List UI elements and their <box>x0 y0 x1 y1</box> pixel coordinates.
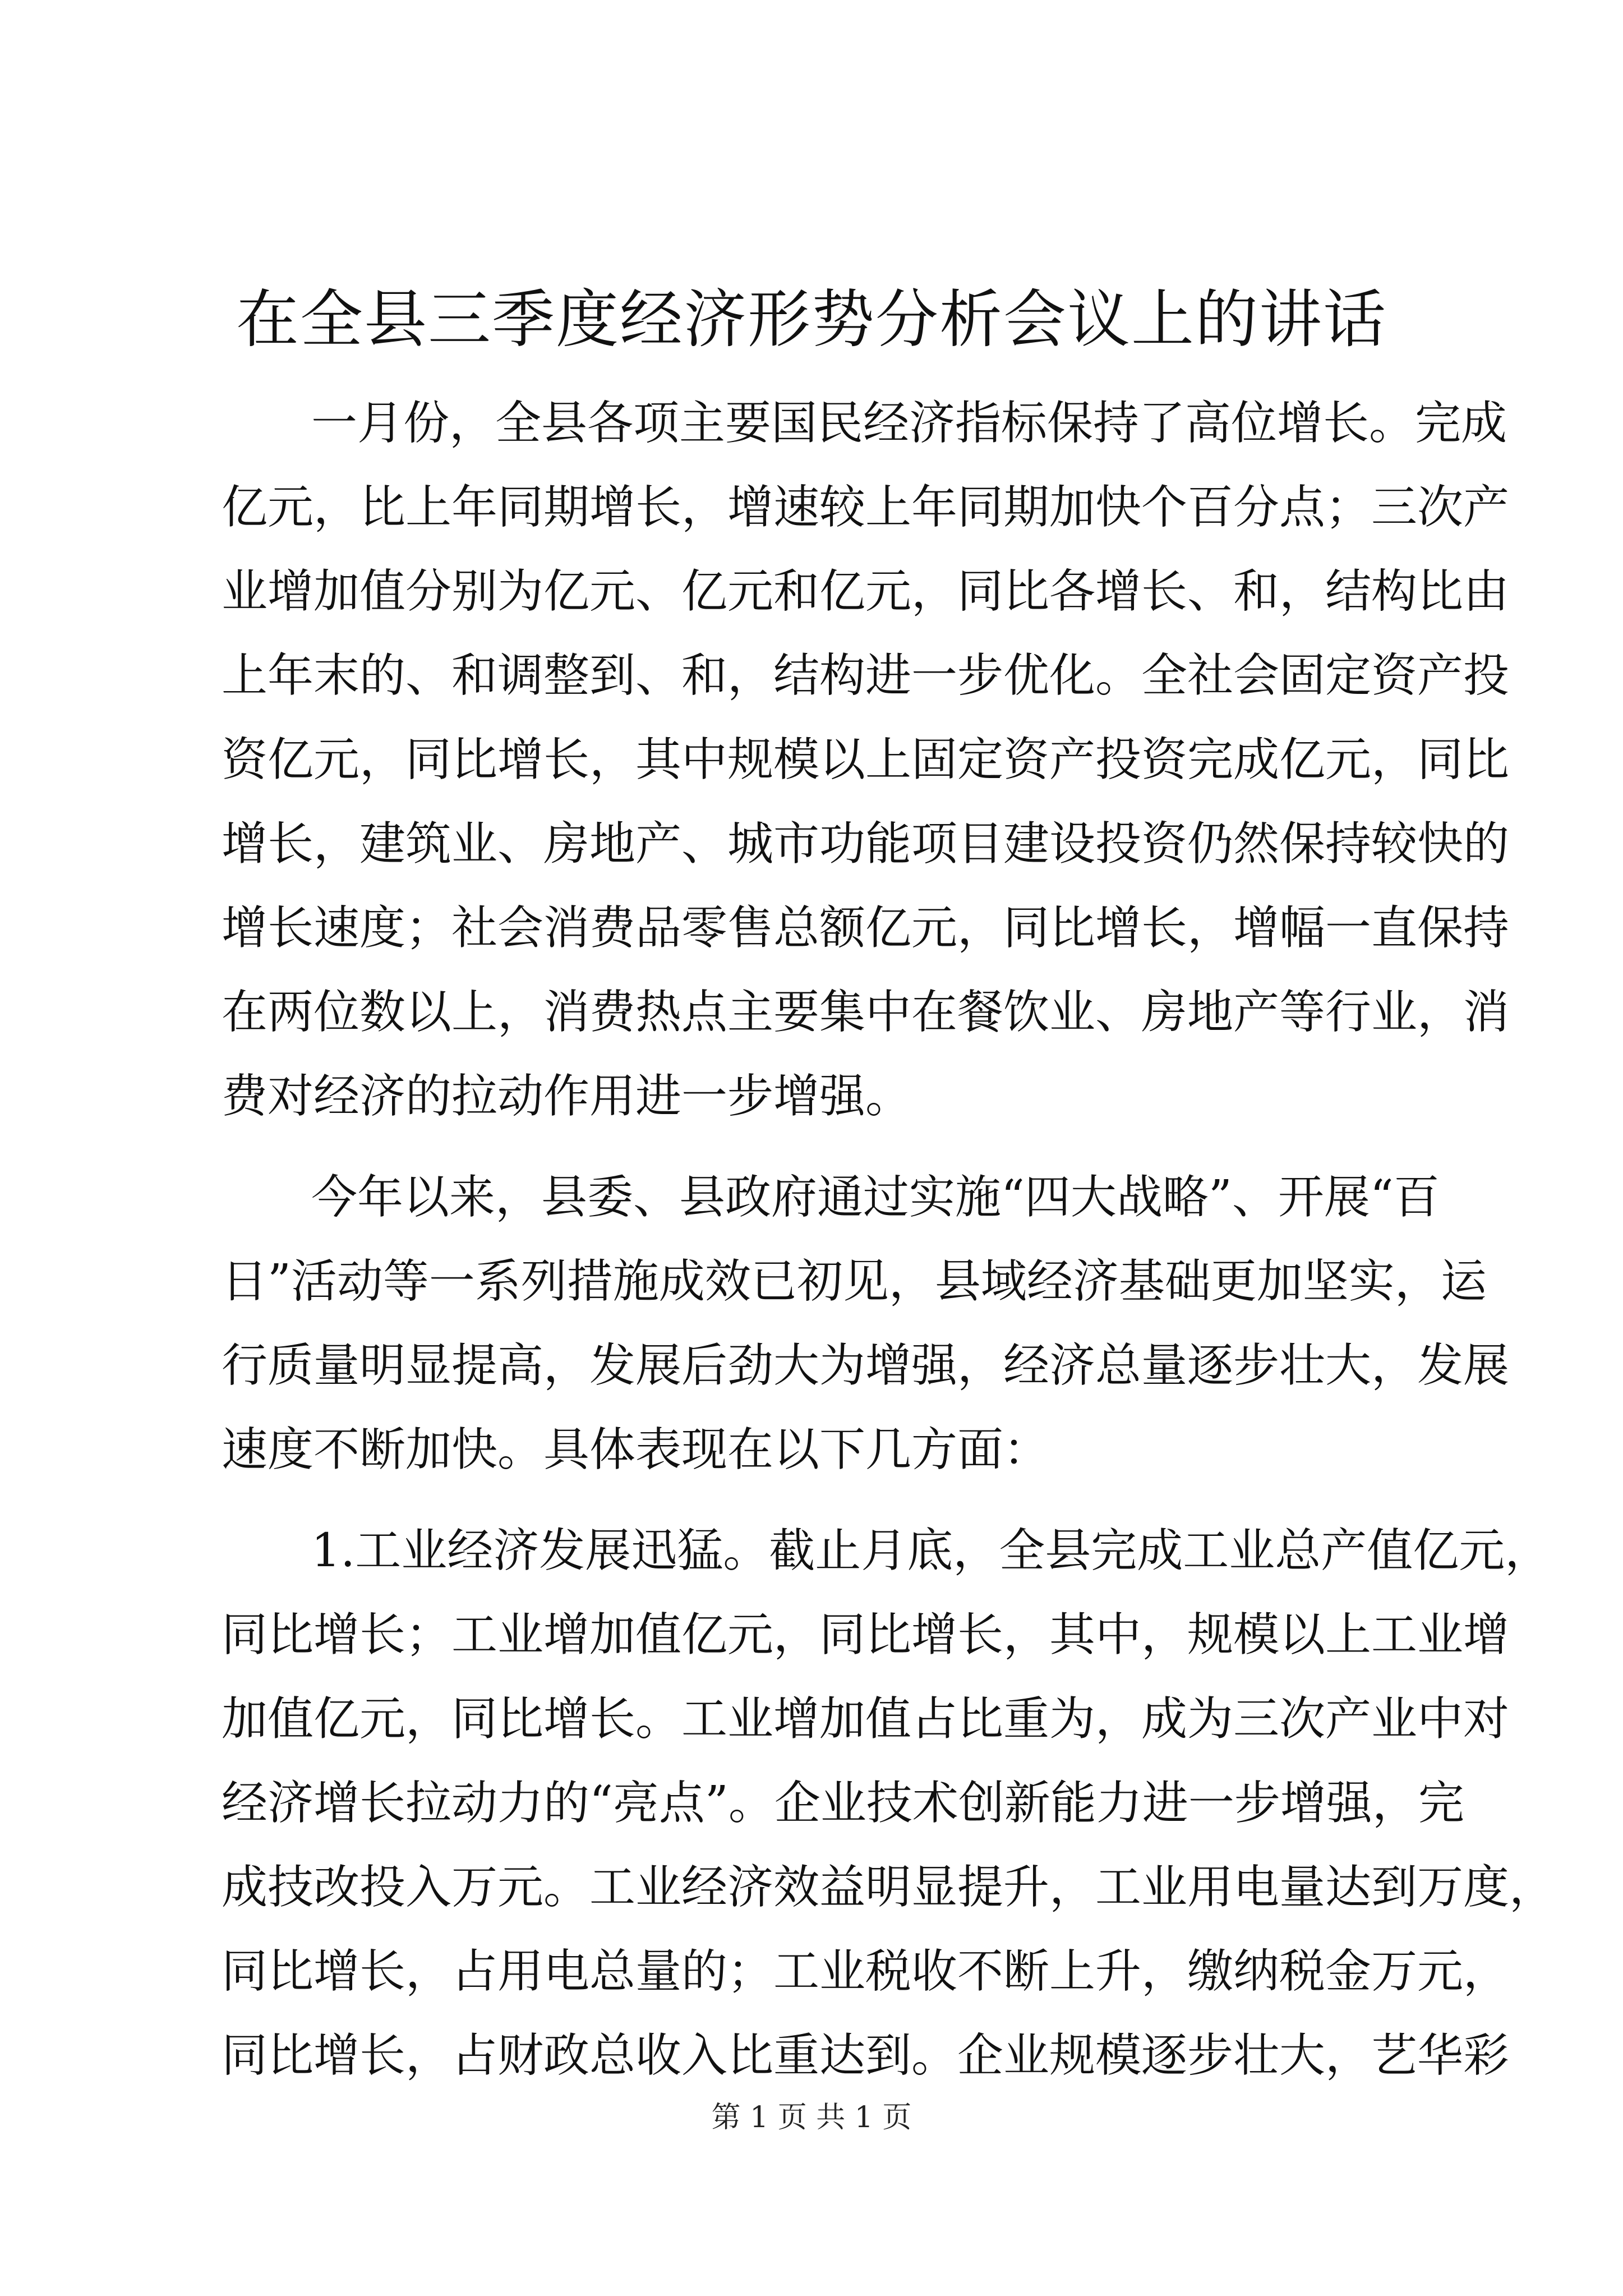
paragraph-line: 速度不断加快。具体表现在以下几方面： <box>222 1423 1050 1476</box>
paragraph-line: 日”活动等一系列措施成效已初见，县域经济基础更加坚实，运 <box>222 1255 1487 1308</box>
paragraph-line: 亿元，比上年同期增长，增速较上年同期加快个百分点；三次产 <box>222 481 1510 534</box>
paragraph-spacer <box>222 1139 1410 1156</box>
paragraph-line: 增长，建筑业、房地产、城市功能项目建设投资仍然保持较快的 <box>222 817 1510 871</box>
paragraph-3 <box>222 1509 1556 2098</box>
paragraph-line: 同比增长；工业增加值亿元，同比增长，其中，规模以上工业增 <box>222 1608 1510 1662</box>
paragraph-line: 1.工业经济发展迅猛。截止月底，全县完成工业总产值亿元， <box>311 1524 1551 1577</box>
paragraph-line: 经济增长拉动力的“亮点”。企业技术创新能力进一步增强，完 <box>222 1777 1464 1830</box>
paragraph-line: 上年末的、和调整到、和，结构进一步优化。全社会固定资产投 <box>222 649 1510 702</box>
paragraph-1 <box>222 381 1510 1139</box>
paragraph-line: 费对经济的拉动作用进一步增强。 <box>222 1070 912 1123</box>
paragraph-line: 同比增长，占用电总量的；工业税收不断上升，缴纳税金万元， <box>222 1945 1510 1998</box>
paragraph-2 <box>222 1156 1510 1492</box>
paragraph-line: 业增加值分别为亿元、亿元和亿元，同比各增长、和，结构比由 <box>222 565 1510 618</box>
paragraph-line: 增长速度；社会消费品零售总额亿元，同比增长，增幅一直保持 <box>222 901 1510 955</box>
paragraph-line: 资亿元，同比增长，其中规模以上固定资产投资完成亿元，同比 <box>222 733 1510 786</box>
paragraph-spacer <box>222 1492 1410 1509</box>
paragraph-line: 同比增长，占财政总收入比重达到。企业规模逐步壮大，艺华彩 <box>222 2029 1510 2082</box>
paragraph-line: 成技改投入万元。工业经济效益明显提升，工业用电量达到万度， <box>222 1861 1556 1914</box>
document-body <box>222 381 1556 2098</box>
page-footer: 第 1 页 共 1 页 <box>711 2101 912 2134</box>
paragraph-line: 加值亿元，同比增长。工业增加值占比重为，成为三次产业中对 <box>222 1692 1510 1746</box>
paragraph-line: 行质量明显提高，发展后劲大为增强，经济总量逐步壮大，发展 <box>222 1339 1510 1392</box>
paragraph-line: 在两位数以上，消费热点主要集中在餐饮业、房地产等行业，消 <box>222 986 1510 1039</box>
paragraph-line: 一月份，全县各项主要国民经济指标保持了高位增长。完成 <box>311 397 1507 450</box>
paragraph-line: 今年以来，县委、县政府通过实施“四大战略”、开展“百 <box>311 1171 1440 1224</box>
document-title: 在全县三季度经济形势分析会议上的讲话 <box>236 283 1387 356</box>
